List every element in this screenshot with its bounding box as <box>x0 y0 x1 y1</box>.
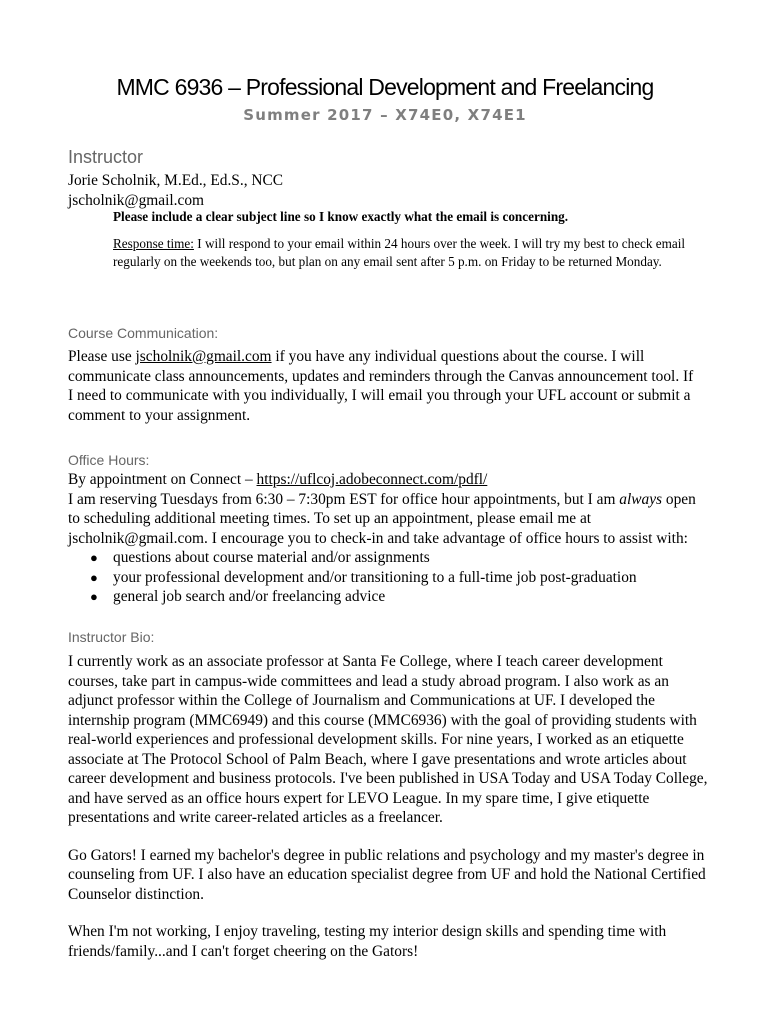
bullet-icon: ● <box>90 569 98 585</box>
bio-paragraph: I currently work as an associate professor at Santa Fe College, where I teach career development courses, take part in campus-wide committees and lead a study abroad program. I also work as an adjunct professor within the College of Journalism and Communications at UF. I developed the internship program (MMC6949) and this course (MMC6936) with the goal of providing students with real-world experiences and professional development skills. For nine years, I worked as an etiquette associate at The Protocol School of Palm Beach, where I gave presentations and wrote articles about career development and business protocols. I've been published in USA Today and USA Today College, and have served as an office hours expert for LEVO League. In my spare time, I give etiquette presentations and write career-related articles as a freelancer. <box>68 653 708 826</box>
list-item: ● your professional development and/or transitioning to a full-time job post-graduation <box>90 568 637 586</box>
bio-body <box>68 652 708 961</box>
list-item: ● general job search and/or freelancing advice <box>90 588 386 605</box>
response-time-label: Response time: <box>113 236 194 251</box>
instructor-email: jscholnik@gmail.com <box>68 191 204 209</box>
office-hours-heading: Office Hours: <box>68 452 150 468</box>
instructor-name: Jorie Scholnik, M.Ed., Ed.S., NCC <box>68 172 284 189</box>
document-subtitle: Summer 2017 – X74E0, X74E1 <box>243 106 527 124</box>
reserve-paragraph <box>68 490 708 549</box>
response-time-text <box>113 235 703 271</box>
bio-paragraph: When I'm not working, I enjoy traveling, testing my interior design skills and spending time with friends/family...and I can't forget cheering on the Gators! <box>68 923 667 960</box>
instructor-email-link[interactable]: jscholnik@gmail.com <box>135 348 272 365</box>
instructor-contact <box>68 171 708 210</box>
appointment-pre: By appointment on Connect – <box>68 471 257 488</box>
communication-post: if you have any individual questions about the course. I will communicate class announcements, updates and reminders through the Canvas announcement tool. If I need to communicate with you individually, I will email you through your UFL account or submit a comment to your assignment. <box>68 348 694 424</box>
office-hours-body <box>68 470 708 607</box>
reserve-emphasis: always <box>619 490 663 508</box>
list-item: ● questions about course material and/or assignments <box>90 549 430 566</box>
reserve-post: open to scheduling additional meeting times. To set up an appointment, please email me at jscholnik@gmail.com. I encourage you to check-in and take advantage of office hours to assist with: <box>68 490 696 547</box>
response-time-body: I will respond to your email within 24 hours over the week. I will try my best to check email regularly on the weekends too, but plan on any email sent after 5 p.m. on Friday to be returned Monday. <box>113 236 686 269</box>
office-hours-list <box>68 548 708 607</box>
email-note-block <box>113 208 703 271</box>
bullet-icon: ● <box>90 550 98 565</box>
appointment-line <box>68 470 708 490</box>
bio-heading: Instructor Bio: <box>68 629 155 645</box>
document-title: MMC 6936 – Professional Development and Freelancing <box>116 74 654 100</box>
communication-paragraph <box>68 347 700 425</box>
reserve-pre: I am reserving Tuesdays from 6:30 – 7:30pm EST for office hour appointments, but I am <box>68 490 620 508</box>
bullet-icon: ● <box>90 589 98 604</box>
communication-heading: Course Communication: <box>68 325 219 341</box>
bio-paragraph: Go Gators! I earned my bachelor's degree in public relations and psychology and my master's degree in counseling from UF. I also have an education specialist degree from UF and hold the National Certified Counselor distinction. <box>68 846 706 903</box>
communication-pre: Please use <box>68 348 136 365</box>
connect-link[interactable]: https://uflcoj.adobeconnect.com/pdfl/ <box>256 471 488 488</box>
instructor-heading: Instructor <box>68 147 144 167</box>
subject-line-note: Please include a clear subject line so I know exactly what the email is concerning. <box>113 209 569 224</box>
